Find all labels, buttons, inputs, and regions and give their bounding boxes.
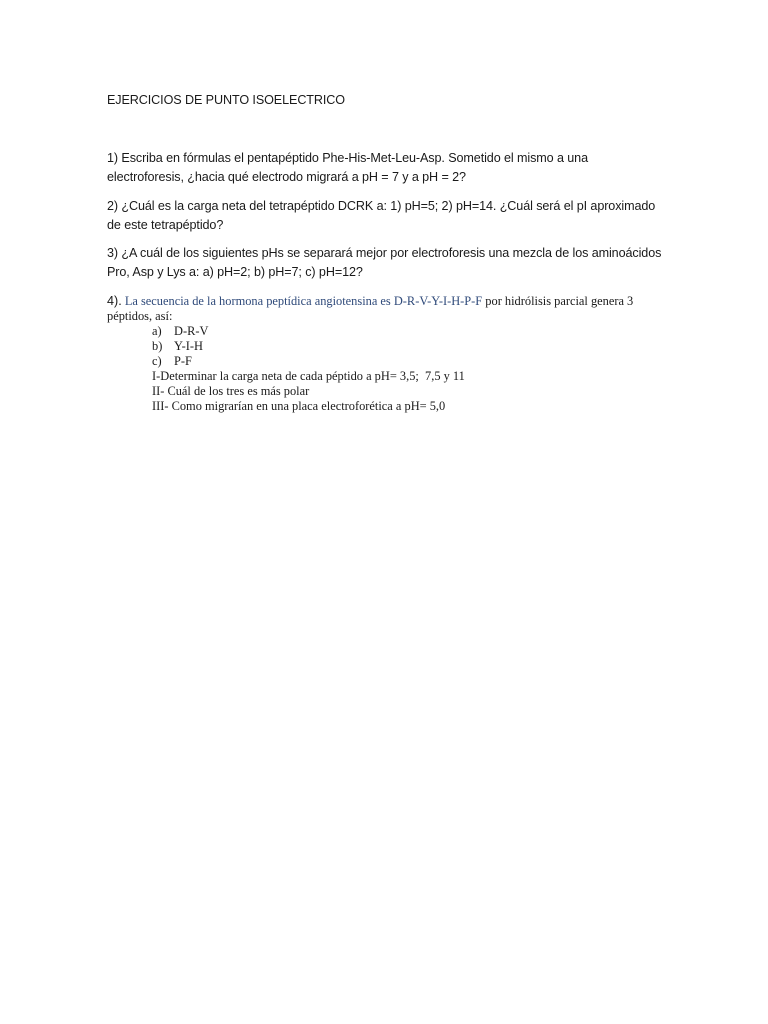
peptide-sequence: P-F (174, 354, 192, 368)
question-4 (107, 294, 667, 414)
peptide-list (107, 324, 667, 369)
task-item: I-Determinar la carga neta de cada péptido a pH= 3,5; 7,5 y 11 (152, 369, 465, 383)
document-title: EJERCICIOS DE PUNTO ISOELECTRICO (107, 93, 345, 107)
peptide-letter: b) (152, 339, 163, 353)
question-4-intro-rest: por hidrólisis parcial genera 3 péptidos, así: (107, 294, 634, 323)
peptide-item (152, 354, 667, 369)
task-list (107, 369, 667, 414)
peptide-sequence: Y-I-H (174, 339, 203, 353)
task-item: II- Cuál de los tres es más polar (152, 384, 310, 398)
peptide-letter: c) (152, 354, 162, 368)
question-2: 2) ¿Cuál es la carga neta del tetrapéptido DCRK a: 1) pH=5; 2) pH=14. ¿Cuál será el pI aproximado de este tetrapéptido? (107, 199, 656, 232)
question-4-highlight: La secuencia de la hormona peptídica angiotensina es D-R-V-Y-I-H-P-F (124, 294, 483, 308)
question-3: 3) ¿A cuál de los siguientes pHs se separará mejor por electroforesis una mezcla de los aminoácidos Pro, Asp y Lys a: a) pH=2; b) pH=7; c) pH=12? (107, 246, 662, 279)
question-4-number: 4). (107, 294, 122, 308)
peptide-letter: a) (152, 324, 162, 338)
question-4-intro (107, 294, 667, 324)
question-1: 1) Escriba en fórmulas el pentapéptido Phe-His-Met-Leu-Asp. Sometido el mismo a una electroforesis, ¿hacia qué electrodo migrará a pH = 7 y a pH = 2? (107, 151, 588, 184)
peptide-sequence: D-R-V (174, 324, 209, 338)
peptide-item (152, 324, 667, 339)
peptide-item (152, 339, 667, 354)
task-item: III- Como migrarían en una placa electroforética a pH= 5,0 (152, 399, 446, 413)
